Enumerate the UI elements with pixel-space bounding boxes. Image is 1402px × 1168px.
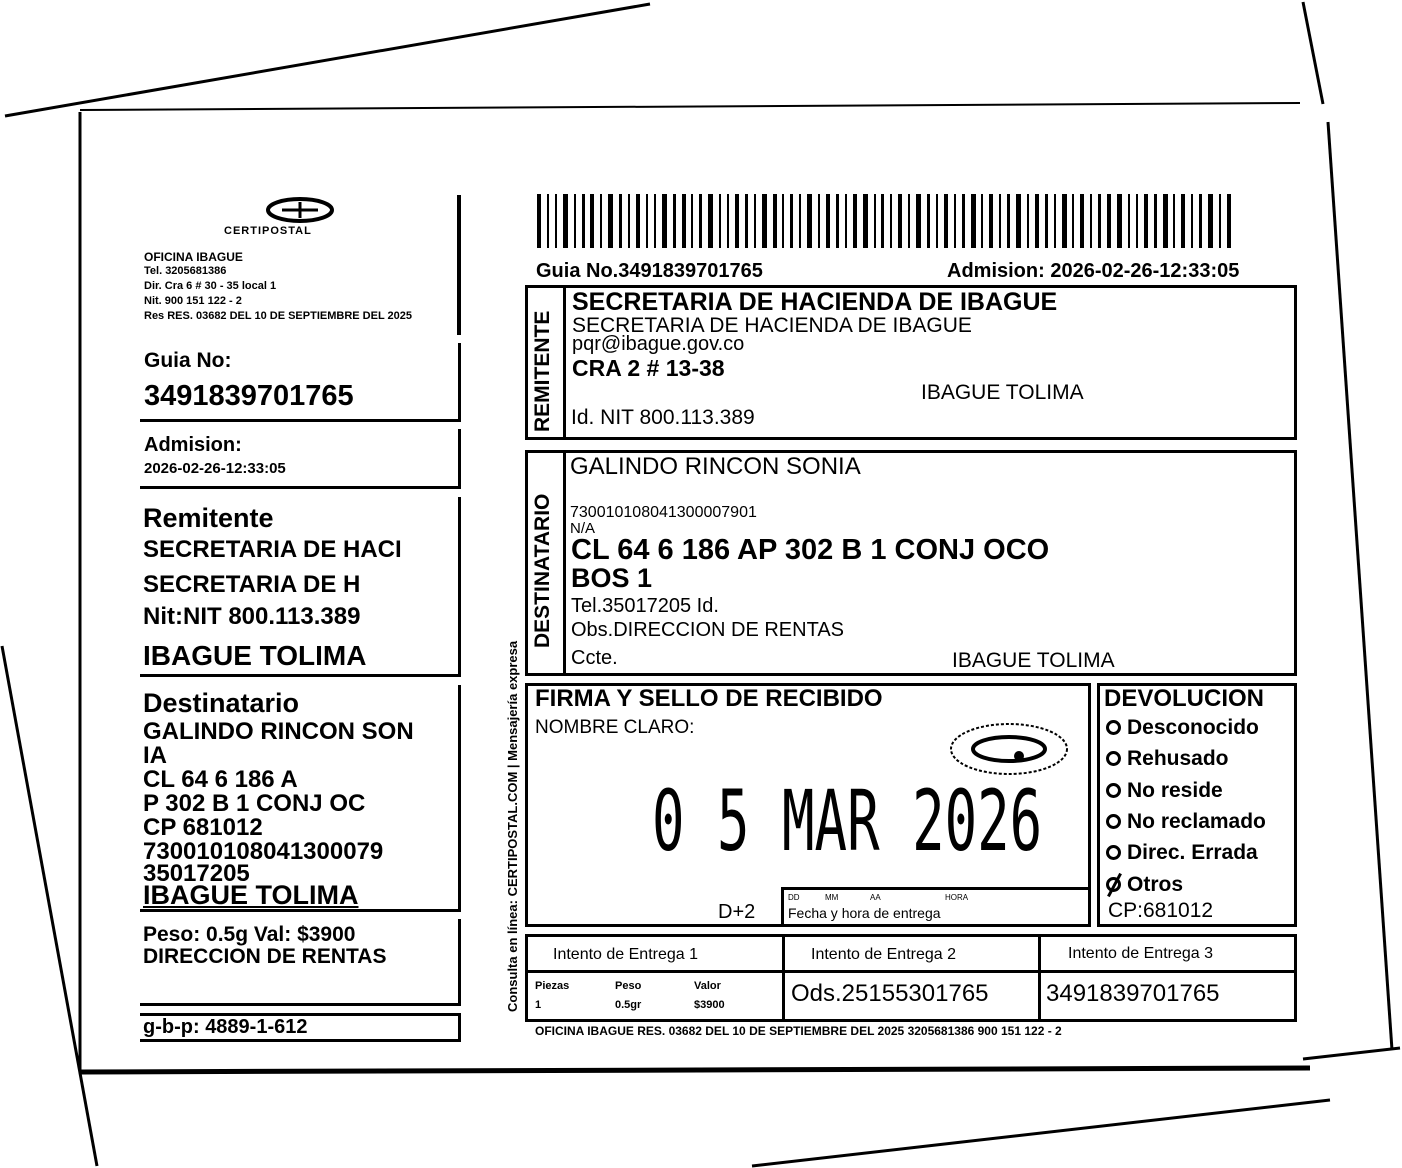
barcode-bar [1181,194,1185,248]
destinatario-address-2: BOS 1 [571,563,653,593]
remitente-line: SECRETARIA DE H [143,571,361,598]
radio-checked-icon[interactable] [1106,877,1121,892]
barcode [537,194,1231,248]
destinatario-line: 35017205 [143,860,250,887]
barcode-bar [890,194,892,248]
peso-valor: Peso: 0.5g Val: $3900 [143,923,356,946]
barcode-bar [1016,194,1021,248]
intento-entrega-3[interactable]: Intento de Entrega 3 [1068,945,1213,962]
barcode-bar [1072,194,1074,248]
valor-label: Valor [694,980,721,992]
barcode-bar [818,194,820,248]
remitente-line: SECRETARIA DE HACI [143,536,402,563]
devolucion-option[interactable] [1106,874,1183,895]
barcode-bar [790,194,793,248]
barcode-bar [1090,194,1092,248]
destinatario-tel: Tel.35017205 Id. [571,595,719,617]
barcode-bar [962,194,965,248]
d-plus-2: D+2 [718,901,756,923]
barcode-bar [762,194,767,248]
barcode-bar [1144,194,1148,248]
devolucion-option[interactable] [1106,748,1229,769]
barcode-bar [807,194,812,248]
barcode-bar [1208,194,1213,248]
barcode-bar [1173,194,1175,248]
barcode-bar [881,194,884,248]
radio-empty-icon[interactable] [1106,720,1121,735]
barcode-bar [719,194,721,248]
barcode-bar [735,194,739,248]
devolucion-option-label: Direc. Errada [1127,841,1258,865]
concepto: DIRECCION DE RENTAS [143,945,387,968]
barcode-bar [574,194,576,248]
devolucion-title: DEVOLUCION [1104,685,1265,712]
gbp-code: g-b-p: 4889-1-612 [143,1016,308,1038]
barcode-bar [628,194,630,248]
destinatario-vertical-label: DESTINATARIO [531,493,554,648]
barcode-bar [845,194,847,248]
barcode-bar [1054,194,1056,248]
admision-label: Admision: [144,434,242,456]
barcode-bar [654,194,656,248]
guia-number: 3491839701765 [144,380,354,412]
admision-value: 2026-02-26-12:33:05 [144,460,286,477]
barcode-bar [636,194,640,248]
remitente-name: SECRETARIA DE HACIENDA DE IBAGUE [572,288,1058,316]
devolucion-option-label: No reclamado [1127,809,1266,833]
barcode-bar [662,194,667,248]
nombre-claro-label: NOMBRE CLARO: [535,717,695,738]
barcode-bar [1080,194,1084,248]
barcode-bar [826,194,830,248]
barcode-bar [1035,194,1039,248]
barcode-bar [754,194,756,248]
office-name: OFICINA IBAGUE [144,250,243,264]
destinatario-line: IA [143,742,167,769]
barcode-bar [1027,194,1029,248]
valor-value: $3900 [694,999,725,1011]
barcode-bar [547,194,549,248]
barcode-bar [555,194,557,248]
destinatario-line: 730010108041300079 [143,838,384,865]
devolucion-option[interactable] [1106,780,1223,801]
remitente-name-2: SECRETARIA DE HACIENDA DE IBAGUE [572,314,972,337]
barcode-bar [590,194,594,248]
barcode-bar [619,194,622,248]
radio-empty-icon[interactable] [1106,783,1121,798]
barcode-bar [708,194,713,248]
barcode-bar [927,194,930,248]
barcode-bar [954,194,956,248]
barcode-bar [773,194,777,248]
footer-office: OFICINA IBAGUE RES. 03682 DEL 10 DE SEPTIEMBRE DEL 2025 3205681386 900 151 122 - 2 [535,1024,1062,1038]
barcode-bar [1098,194,1101,248]
barcode-bar [1128,194,1130,248]
firma-title: FIRMA Y SELLO DE RECIBIDO [535,685,883,712]
fecha-entrega-label: Fecha y hora de entrega [788,905,941,921]
barcode-bar [1163,194,1168,248]
radio-empty-icon[interactable] [1106,751,1121,766]
destinatario-obs: Obs.DIRECCION DE RENTAS [571,619,844,641]
ods-number: Ods.25155301765 [791,980,989,1007]
office-res: Res RES. 03682 DEL 10 DE SEPTIEMBRE DEL 2025 [144,311,412,322]
barcode-bar [727,194,729,248]
barcode-bar [1191,194,1193,248]
intento-entrega-2[interactable]: Intento de Entrega 2 [811,946,956,963]
devolucion-option-label: No reside [1127,778,1223,802]
header-admision: Admision: 2026-02-26-12:33:05 [947,260,1240,282]
destinatario-address-1: CL 64 6 186 AP 302 B 1 CONJ OCO [571,534,1050,566]
destinatario-line: P 302 B 1 CONJ OC [143,790,366,817]
remitente-line: Nit:NIT 800.113.389 [143,603,361,630]
barcode-bar [563,194,568,248]
radio-empty-icon[interactable] [1106,845,1121,860]
barcode-bar [1007,194,1010,248]
barcode-bar [782,194,784,248]
remitente-id: Id. NIT 800.113.389 [571,406,755,429]
barcode-bar [989,194,993,248]
barcode-bar [908,194,910,248]
destinatario-city: IBAGUE TOLIMA [143,880,359,910]
barcode-bar [1045,194,1048,248]
radio-empty-icon[interactable] [1106,814,1121,829]
divider [1038,936,1041,1020]
devolucion-option-label: Otros [1127,872,1184,896]
destinatario-code: 730010108041300007901 [570,504,757,521]
peso-value: 0.5gr [615,999,642,1011]
barcode-bar [971,194,976,248]
barcode-bar [608,194,613,248]
remitente-email: pqr@ibague.gov.co [572,333,745,355]
remitente-city: IBAGUE TOLIMA [143,640,367,671]
barcode-bar [582,194,585,248]
barcode-bar [863,194,868,248]
intento-entrega-1[interactable]: Intento de Entrega 1 [553,946,698,963]
devolucion-option-label: Desconocido [1127,716,1259,739]
destinatario-line: CP 681012 [143,814,263,841]
devolucion-option[interactable] [1106,842,1258,863]
divider [563,287,566,438]
barcode-bar [1227,194,1231,248]
office-nit: Nit. 900 151 122 - 2 [144,295,242,307]
divider [563,452,566,674]
barcode-bar [936,194,938,248]
barcode-bar [1107,194,1111,248]
remitente-label: Remitente [143,503,274,533]
barcode-bar [537,194,541,248]
devolucion-option[interactable] [1106,811,1266,832]
barcode-bar [836,194,839,248]
barcode-bar [1062,194,1067,248]
barcode-bar [646,194,648,248]
divider [782,936,785,1020]
logo-text: CERTIPOSTAL [224,225,312,237]
office-dir: Dir. Cra 6 # 30 - 35 local 1 [144,280,277,292]
devolucion-option-label: Rehusado [1127,747,1229,771]
remitente-city: IBAGUE TOLIMA [921,381,1084,404]
mm-label: MM [825,893,839,902]
barcode-bar [981,194,983,248]
consulta-vertical-text: Consulta en línea: CERTIPOSTAL.COM | Mensajería expresa [505,640,520,1012]
barcode-bar [1219,194,1221,248]
barcode-bar [691,194,693,248]
barcode-bar [699,194,702,248]
peso-label: Peso [615,980,642,992]
barcode-bar [1154,194,1157,248]
barcode-bar [673,194,676,248]
certipostal-stamp-icon [945,718,1080,778]
guia-number-bottom: 3491839701765 [1046,980,1220,1007]
destinatario-city: IBAGUE TOLIMA [952,649,1115,672]
aa-label: AA [870,893,881,902]
office-tel: Tel. 3205681386 [144,265,227,277]
barcode-bar [898,194,902,248]
devolucion-cp: CP:681012 [1108,899,1214,922]
hora-label: HORA [945,893,969,902]
piezas-label: Piezas [535,980,570,992]
piezas-value: 1 [535,999,542,1011]
destinatario-name: GALINDO RINCON SONIA [570,453,861,480]
divider [527,970,1295,973]
devolucion-option[interactable] [1106,717,1259,738]
remitente-vertical-label: REMITENTE [531,310,554,432]
barcode-bar [1136,194,1138,248]
barcode-bar [874,194,876,248]
certipostal-logo [212,192,390,248]
guia-label: Guia No: [144,349,232,372]
destinatario-label: Destinatario [143,688,300,718]
barcode-bar [600,194,602,248]
barcode-bar [999,194,1001,248]
destinatario-line: CL 64 6 186 A [143,766,298,793]
destinatario-na: N/A [570,520,596,537]
dd-label: DD [788,893,800,902]
destinatario-line: GALINDO RINCON SON [143,718,414,745]
remitente-address: CRA 2 # 13-38 [572,355,725,381]
destinatario-ccte: Ccte. [571,647,618,669]
divider [457,195,461,335]
barcode-bar [916,194,921,248]
barcode-bar [1117,194,1122,248]
barcode-bar [682,194,686,248]
received-stamp-date: 0 5 MAR 2026 [652,772,1043,870]
barcode-bar [745,194,748,248]
barcode-bar [944,194,948,248]
barcode-bar [853,194,857,248]
barcode-bar [1199,194,1202,248]
header-guia: Guia No.3491839701765 [536,260,763,282]
barcode-bar [799,194,801,248]
